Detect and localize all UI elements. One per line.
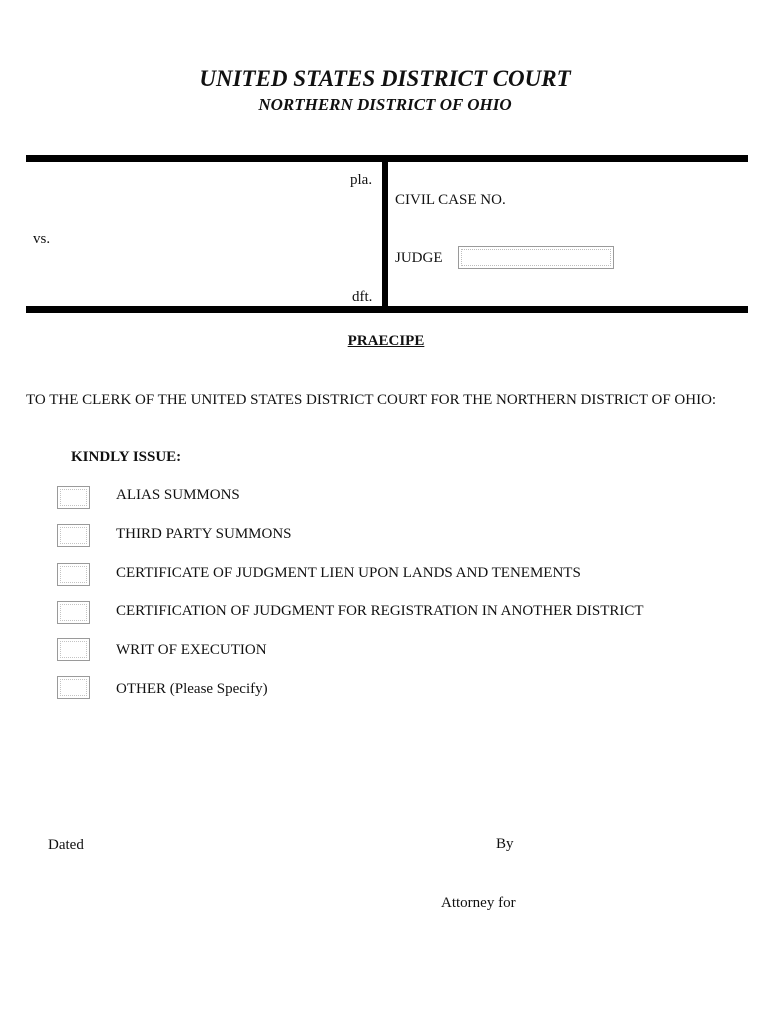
caption-bottom-rule — [26, 306, 748, 313]
by-label: By — [496, 836, 514, 852]
other-checkbox[interactable] — [57, 676, 90, 699]
judge-input[interactable] — [458, 246, 614, 269]
other-label: OTHER (Please Specify) — [116, 681, 268, 697]
judgment-lien-checkbox[interactable] — [57, 563, 90, 586]
kindly-issue-heading: KINDLY ISSUE: — [71, 449, 182, 465]
third-party-summons-checkbox[interactable] — [57, 524, 90, 547]
writ-of-execution-label: WRIT OF EXECUTION — [116, 642, 267, 658]
plaintiff-suffix: pla. — [350, 172, 373, 188]
alias-summons-checkbox[interactable] — [57, 486, 90, 509]
civil-case-no-label: CIVIL CASE NO. — [395, 192, 506, 208]
court-title: UNITED STATES DISTRICT COURT — [199, 66, 571, 91]
defendant-suffix: dft. — [352, 289, 373, 305]
third-party-summons-label: THIRD PARTY SUMMONS — [116, 526, 292, 542]
document-title: PRAECIPE — [347, 333, 425, 349]
judgment-registration-checkbox[interactable] — [57, 601, 90, 624]
judge-label: JUDGE — [395, 250, 443, 266]
judgment-lien-label: CERTIFICATE OF JUDGMENT LIEN UPON LANDS AND TENEMENTS — [116, 565, 581, 581]
caption-divider — [382, 160, 388, 310]
clerk-address-line: TO THE CLERK OF THE UNITED STATES DISTRICT COURT FOR THE NORTHERN DISTRICT OF OHIO: — [26, 392, 717, 408]
district-subtitle: NORTHERN DISTRICT OF OHIO — [258, 95, 512, 114]
versus-label: vs. — [33, 231, 51, 247]
writ-of-execution-checkbox[interactable] — [57, 638, 90, 661]
dated-label: Dated — [48, 837, 84, 853]
attorney-for-label: Attorney for — [441, 895, 516, 911]
alias-summons-label: ALIAS SUMMONS — [116, 487, 240, 503]
judgment-registration-label: CERTIFICATION OF JUDGMENT FOR REGISTRATION IN ANOTHER DISTRICT — [116, 603, 644, 619]
